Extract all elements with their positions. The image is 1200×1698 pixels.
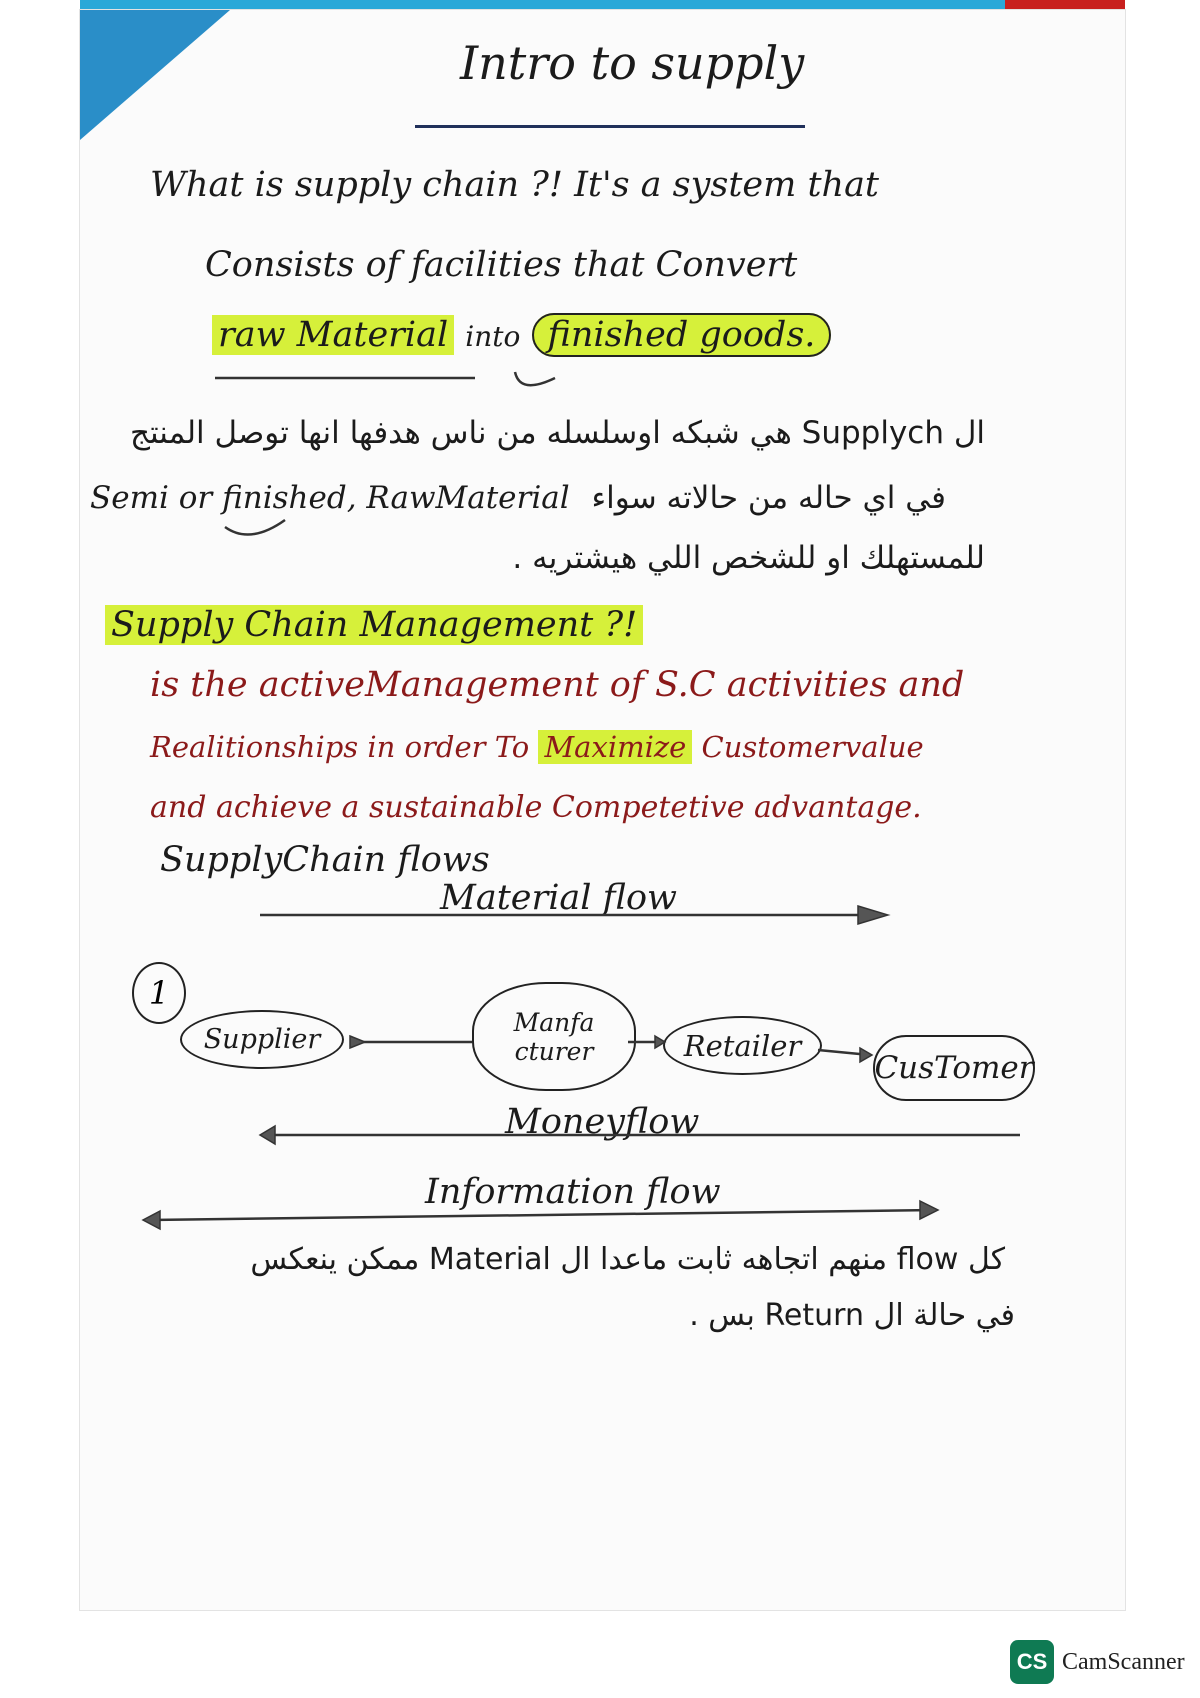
material-arrowhead <box>858 906 888 924</box>
arabic-definition-line-1: ال Supplych هي شبكه اوسلسله من ناس هدفها انها توصل المنتج <box>129 415 985 451</box>
information-left-arrowhead <box>143 1211 160 1229</box>
flow-note-line-1: كل flow منهم اتجاهه ثابت ماعدا ال Material ممكن ينعكس <box>250 1242 1005 1277</box>
into-text: into <box>465 320 521 353</box>
underline-hint <box>340 175 810 180</box>
flows-heading: SupplyChain flows <box>160 840 490 880</box>
flow-note-line-2: في حالة ال Return بس . <box>689 1298 1015 1333</box>
customer-arrowhead <box>860 1048 872 1062</box>
definition-line-1: What is supply chain ?! It's a system that <box>150 165 880 205</box>
customer-node: CusTomer <box>873 1035 1035 1101</box>
number-circle: 1 <box>132 962 186 1024</box>
into-arrow <box>515 372 555 385</box>
retailer-arrowhead <box>655 1036 665 1048</box>
retailer-node: Retailer <box>663 1016 822 1075</box>
scm-line-2-pre: Realitionships in order To <box>150 730 530 764</box>
camscanner-wordmark: CamScanner <box>1062 1648 1185 1675</box>
information-right-arrowhead <box>920 1201 938 1219</box>
scm-heading-highlight: Supply Chain Management ?! <box>105 605 643 645</box>
material-flow-label: Material flow <box>440 878 677 918</box>
semi-arrow <box>225 520 285 535</box>
scm-line-1: is the activeManagement of S.C activities and <box>150 665 965 705</box>
scm-line-3: and achieve a sustainable Competetive advantage. <box>150 790 922 825</box>
finished-goods-circled: finished goods. <box>532 313 832 357</box>
information-flow-label: Information flow <box>425 1172 721 1212</box>
camscanner-logo <box>1010 1640 1185 1684</box>
camscanner-icon: CS <box>1010 1640 1054 1684</box>
manufacturer-line-1: Manfa <box>513 1007 595 1037</box>
manufacturer-line-2: cturer <box>514 1036 594 1066</box>
scm-line-2-post: Customervalue <box>701 730 924 764</box>
definition-line-2: Consists of facilities that Convert <box>205 245 798 285</box>
supplier-arrowhead <box>350 1036 365 1048</box>
raw-material-highlight: raw Material <box>212 315 454 355</box>
arabic-definition-line-3: للمستهلك او للشخص اللي هيشتريه . <box>512 540 985 576</box>
information-flow-line <box>150 1210 935 1220</box>
arabic-case-text: في اي حاله من حالاته سواء <box>591 480 946 516</box>
supplier-node: Supplier <box>180 1010 344 1069</box>
maximize-highlight: Maximize <box>538 730 692 764</box>
page-title: Intro to supply <box>460 36 805 90</box>
money-flow-label: Moneyflow <box>505 1102 700 1142</box>
money-arrowhead <box>260 1126 275 1144</box>
semi-finished-text: Semi or finished, RawMaterial <box>90 480 570 516</box>
